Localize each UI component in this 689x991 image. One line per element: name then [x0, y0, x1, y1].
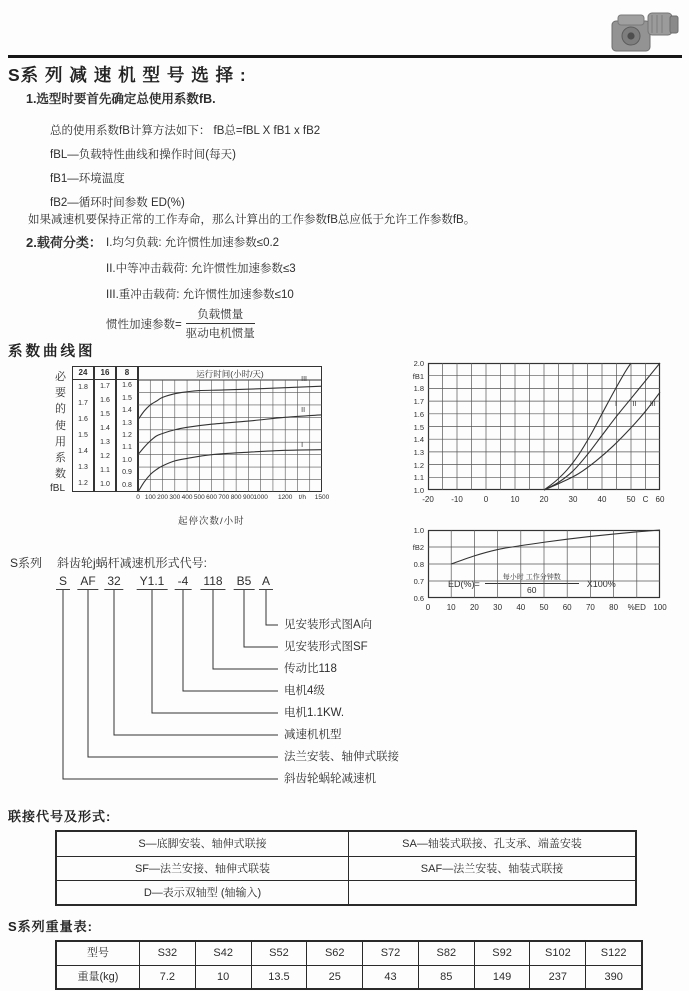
model-code-part: -4 [175, 574, 192, 590]
model-code-label: 电机1.1KW. [284, 707, 345, 719]
fb1-y-tick: 1.8 [413, 384, 424, 394]
curves-heading: 系数曲线图 [8, 344, 96, 360]
gear-reducer-photo [606, 5, 682, 55]
weight-table-cell: 237 [529, 966, 585, 988]
fbl-x-tick: 500 [193, 494, 205, 501]
fb1-y-tick: 1.5 [413, 422, 424, 432]
fbl-curve-label-III: III [301, 376, 307, 383]
weight-table-cell: 25 [306, 966, 362, 988]
model-code-part: AF [77, 574, 98, 590]
connection-table-cell: D—表示双轴型 (轴输入) [143, 887, 262, 899]
fbl-scale-tick: 1.5 [100, 411, 110, 418]
fbl-scale-tick: 1.0 [100, 481, 110, 488]
fb1-y-tick: 1.2 [413, 460, 424, 470]
fbl-scale-header: 8 [116, 366, 138, 380]
fbl-scale-tick: 1.7 [78, 400, 88, 407]
inertia-formula [106, 306, 255, 341]
fb1-plot [428, 363, 660, 490]
model-code-part: B5 [234, 574, 255, 590]
fbl-scale-tick: 1.6 [122, 382, 132, 390]
fbl-x-tick: 700 [218, 494, 230, 501]
weight-table-cell: S72 [362, 942, 418, 965]
weight-table-cell: 13.5 [251, 966, 307, 988]
fbl-scale-tick: 1.1 [100, 467, 110, 474]
ed-formula-denominator: 60 [527, 585, 537, 595]
fbl-x-tick: 600 [206, 494, 218, 501]
fb2-y-tick: 0.6 [413, 594, 424, 603]
fb2-x-tick: 100 [653, 603, 667, 612]
model-code-label: 电机4级 [284, 685, 325, 697]
weight-table [55, 940, 643, 990]
fbl-x-tick: 1200 [277, 494, 293, 501]
fbl-scale-tick: 1.2 [122, 432, 132, 439]
fb1-x-tick: 60 [655, 495, 665, 504]
fbl-scale-tick: 1.6 [100, 397, 110, 404]
fbl-curve-II [138, 415, 322, 455]
fbl-scale-tick: 1.2 [100, 453, 110, 460]
fbl-scale-tick: 1.2 [78, 480, 88, 487]
fb2-x-tick: 80 [609, 603, 619, 612]
code-series-label: S系列 [10, 556, 43, 570]
model-code-label: 见安装形式图A向 [284, 619, 373, 631]
selection-note: 如果减速机要保持正常的工作寿命，那么计算出的工作参数fB总应低于允许工作参数fB。 [28, 214, 476, 226]
weight-table-cell: 重量(kg) [77, 971, 119, 983]
fbl-x-tick: t/h [298, 494, 306, 501]
fb-line-3: fB2—循环时间参数 ED(%) [50, 197, 185, 209]
model-code-part: A [259, 574, 273, 590]
fb-line-2: fB1—环境温度 [50, 173, 125, 185]
fbl-scale-header: 16 [94, 366, 116, 380]
fbl-x-tick: 1000 [253, 494, 268, 501]
connection-table-row [57, 880, 635, 904]
weight-table-cell: S32 [139, 942, 195, 965]
fbl-x-tick: 300 [169, 494, 181, 501]
weight-table-row [57, 942, 641, 965]
model-code-label: 斜齿轮蜗轮减速机 [284, 773, 376, 785]
fbl-y-axis-symbol: fBL [50, 483, 66, 494]
inertia-formula-denominator: 驱动电机惯量 [185, 328, 255, 340]
fbl-scale-tick: 1.7 [100, 383, 110, 390]
fbl-scale-tick: 1.3 [122, 419, 132, 427]
fb1-x-tick: 20 [539, 495, 549, 504]
fb2-plot [428, 530, 660, 598]
fbl-scale-tick: 1.3 [78, 464, 88, 471]
connection-table-row [57, 832, 635, 856]
fbl-x-tick: 900 [242, 494, 254, 501]
fbl-coefficient-chart [50, 363, 340, 533]
weight-table-cell: 7.2 [139, 966, 195, 988]
fbl-scale-tick: 1.1 [122, 444, 132, 452]
model-code-section [0, 552, 440, 792]
load-class-1: I.均匀负载: 允许惯性加速参数≤0.2 [106, 237, 280, 249]
fbl-y-axis-char: 数 [55, 468, 66, 481]
weight-table-cell: S62 [306, 942, 362, 965]
fbl-scale-tick: 1.3 [100, 439, 110, 446]
fb2-y-tick: fB2 [412, 543, 424, 552]
connection-table-cell: SA—轴装式联接、孔支承、端盖安装 [348, 832, 635, 856]
weight-table-cell: S82 [418, 942, 474, 965]
fb1-y-tick: 1.6 [413, 409, 424, 419]
fb2-x-tick: 10 [446, 603, 456, 612]
connection-table-cell: SF—法兰安接、轴伸式联装 [134, 863, 271, 875]
fbl-x-tick: 400 [181, 494, 193, 501]
inertia-formula-numerator: 负载惯量 [186, 306, 255, 324]
fb2-x-tick: 50 [539, 603, 549, 612]
fb2-y-tick: 0.7 [413, 577, 424, 586]
fbl-y-axis-char: 使 [55, 419, 66, 432]
fbl-y-axis-char: 必 [55, 371, 66, 383]
fb1-curve-label-II: II [632, 400, 637, 408]
fb1-x-tick: C [642, 495, 649, 504]
fb1-y-tick: fB1 [412, 371, 424, 381]
fbl-scale-tick: 0.8 [122, 481, 132, 489]
fb2-x-tick: 70 [585, 603, 595, 612]
fb1-y-tick: 1.1 [413, 473, 424, 483]
weight-table-cell: 149 [474, 966, 530, 988]
fb2-x-tick: 40 [516, 603, 526, 612]
fbl-curve-label-I: I [301, 441, 304, 449]
weight-table-cell: S52 [251, 942, 307, 965]
ed-formula-numerator: 每小时 工作分钟数 [485, 572, 579, 584]
weight-table-cell: 10 [195, 966, 251, 988]
fbl-x-tick: 0 [136, 494, 140, 501]
fbl-x-tick: 200 [157, 494, 168, 501]
fb1-x-tick: -20 [422, 495, 434, 504]
page-title: S系 列 减 速 机 型 号 选 择 : [8, 65, 247, 85]
weight-table-row [57, 965, 641, 988]
fb1-x-tick: 0 [483, 495, 489, 504]
fbl-curve-I [138, 450, 322, 492]
model-code-label: 法兰安装、轴伸式联接 [284, 751, 399, 763]
connection-heading: 联接代号及形式: [8, 809, 112, 824]
fbl-curve-label-II: II [301, 407, 306, 415]
fb1-curve-label-I: I [615, 400, 617, 408]
inertia-formula-fraction [186, 306, 255, 341]
fb1-x-tick: 30 [568, 495, 578, 504]
fbl-y-axis-char: 要 [55, 387, 66, 400]
fb1-y-tick: 1.7 [413, 397, 424, 407]
fbl-y-axis-char: 用 [55, 435, 66, 448]
fbl-scale-tick: 1.5 [78, 432, 88, 439]
fbl-y-axis-char: 系 [55, 452, 66, 464]
fbl-chart-title: 运行时间(小时/天) [196, 369, 264, 379]
fb2-x-tick: 20 [469, 603, 479, 612]
weight-table-cell: 43 [362, 966, 418, 988]
model-code-part: Y1.1 [137, 574, 168, 590]
code-heading: 斜齿轮j蜗杆减速机形式代号: [57, 556, 208, 570]
model-code-part: S [56, 574, 70, 590]
weight-table-cell: 390 [585, 966, 641, 988]
connection-table [55, 830, 637, 906]
connection-table-row [57, 856, 635, 880]
fb-line-0: 总的使用系数fB计算方法如下： fB总=fBL X fB1 x fB2 [50, 125, 321, 137]
fbl-scale-tick: 1.8 [78, 384, 88, 391]
load-class-2: II.中等冲击载荷: 允许惯性加速参数≤3 [106, 263, 296, 275]
model-code-part: 32 [104, 574, 123, 590]
weights-heading: S系列重量表: [8, 919, 94, 934]
weight-table-cell: S102 [529, 942, 585, 965]
step1-heading: 1.选型时要首先确定总使用系数fB. [26, 92, 216, 106]
fb1-x-tick: 10 [510, 495, 520, 504]
fb1-y-tick: 1.3 [413, 447, 424, 457]
fb2-x-tick: %ED [627, 603, 646, 612]
fb1-temperature-chart [396, 355, 681, 510]
fb2-x-tick: 60 [562, 603, 572, 612]
fb2-y-tick: 1.0 [413, 526, 424, 535]
header-rule [8, 55, 682, 58]
fbl-x-tick: 800 [230, 494, 242, 501]
fb2-y-tick: 0.8 [413, 560, 424, 569]
weight-table-cell: 型号 [87, 947, 109, 959]
model-code-label: 传动比118 [284, 663, 337, 675]
weight-table-cell: S92 [474, 942, 530, 965]
fbl-curve-III [138, 386, 322, 420]
connection-table-cell: S—底脚安装、轴伸式联接 [138, 838, 267, 850]
fbl-x-tick: 1500 [314, 494, 330, 501]
model-code-label: 见安装形式图SF [284, 641, 368, 653]
fbl-scale-tick: 1.5 [122, 394, 132, 402]
weight-table-cell: 85 [418, 966, 474, 988]
model-code-part: 118 [200, 574, 225, 590]
ed-formula-rhs: X100% [586, 578, 616, 589]
fbl-x-tick: 100 [144, 494, 156, 501]
fb1-y-tick: 1.0 [413, 486, 424, 495]
model-code-label: 减速机机型 [284, 729, 342, 741]
fb2-x-tick: 30 [493, 603, 503, 612]
ed-formula-lhs: ED(%)= [448, 578, 480, 589]
step2-heading: 2.载荷分类： [26, 235, 102, 250]
fb1-x-tick: -10 [451, 495, 463, 504]
fbl-scale-tick: 1.6 [78, 416, 88, 423]
connection-table-cell [348, 881, 635, 904]
fbl-scale-tick: 1.0 [122, 456, 132, 464]
fbl-scale-tick: 1.4 [100, 425, 110, 432]
inertia-formula-lhs: 惯性加速参数= [106, 318, 182, 331]
fb1-x-tick: 40 [597, 495, 607, 504]
fbl-scale-tick: 1.4 [78, 448, 88, 455]
fbl-x-axis-label: 起停次数/小时 [178, 516, 245, 527]
fb1-curve-label-III: III [649, 400, 656, 408]
fb2-x-tick: 0 [425, 603, 431, 612]
fbl-plot [138, 366, 322, 492]
fbl-scale-header: 24 [72, 366, 94, 380]
fb-line-1: fBL—负载特性曲线和操作时间(每天) [50, 149, 236, 161]
fbl-scale-tick: 0.9 [122, 469, 132, 477]
fb1-y-tick: 2.0 [413, 359, 424, 368]
fbl-scale-tick: 1.4 [122, 407, 132, 415]
weight-table-cell: S42 [195, 942, 251, 965]
fbl-y-axis-char: 的 [55, 403, 66, 416]
load-class-3: III.重冲击载荷: 允许惯性加速参数≤10 [106, 289, 294, 301]
weight-table-cell: S122 [585, 942, 641, 965]
connection-table-cell: SAF—法兰安装、轴装式联接 [348, 857, 635, 880]
fb1-x-tick: 50 [626, 495, 636, 504]
fb1-y-tick: 1.4 [413, 435, 424, 445]
